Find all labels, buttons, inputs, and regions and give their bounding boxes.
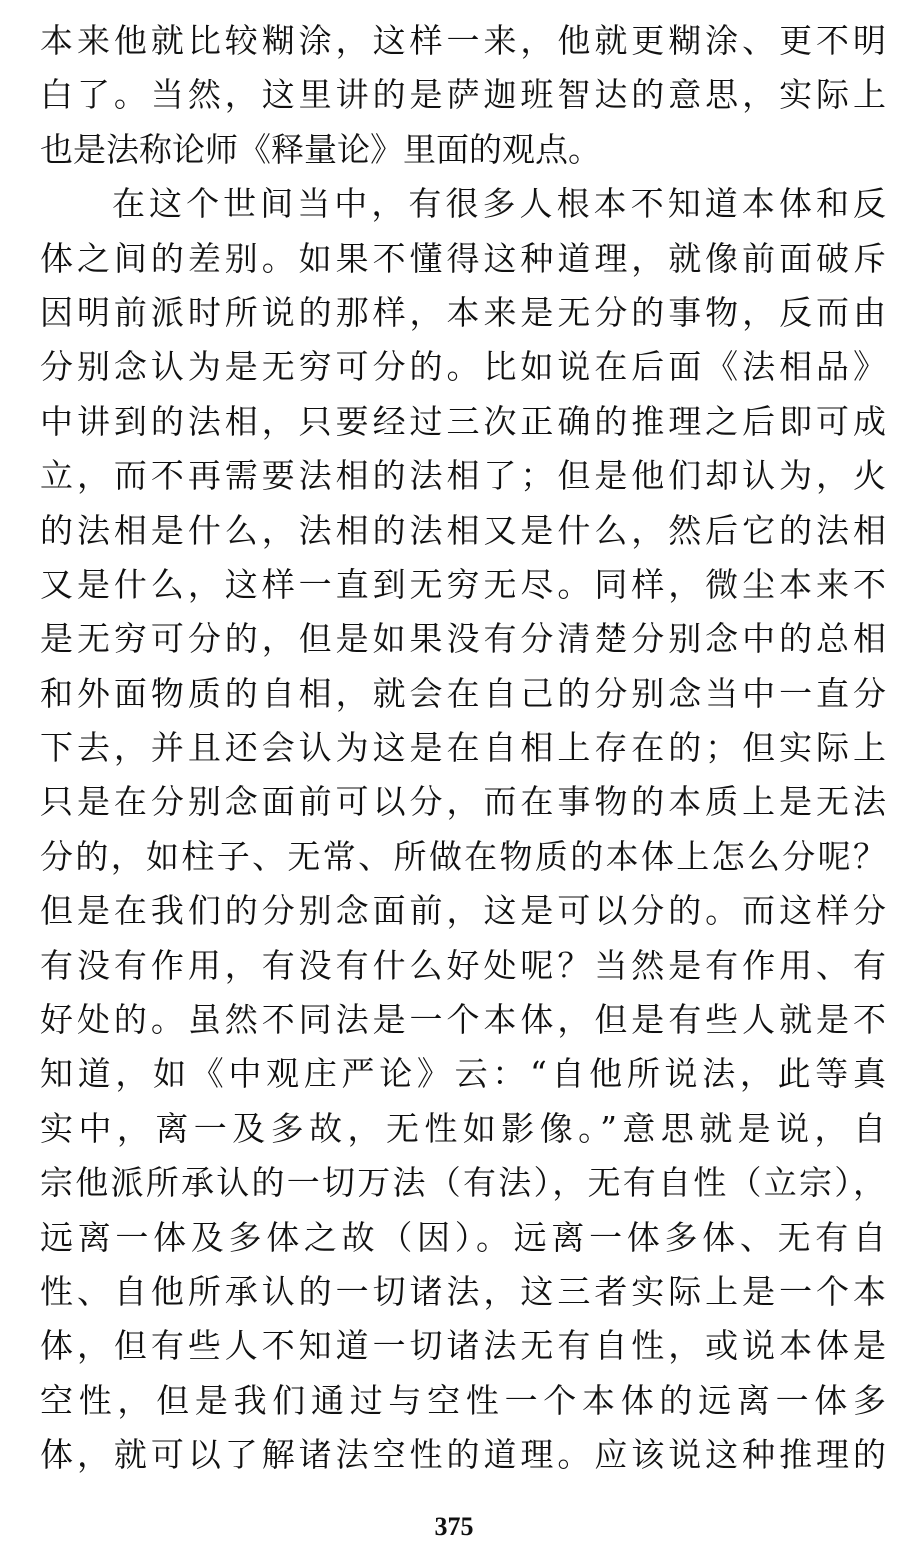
text-line: 好处的。虽然不同法是一个本体，但是有些人就是不: [40, 1000, 886, 1040]
text-line: 的法相是什么，法相的法相又是什么，然后它的法相: [40, 510, 886, 550]
paragraph-2: [40, 177, 886, 1482]
text-line: 远离一体及多体之故（因）。远离一体多体、无有自: [40, 1217, 886, 1257]
text-line: 分的，如柱子、无常、所做在物质的本体上怎么分呢？: [40, 836, 886, 876]
text-line: 只是在分别念面前可以分，而在事物的本质上是无法: [40, 782, 886, 822]
text-line: 因明前派时所说的那样，本来是无分的事物，反而由: [40, 292, 886, 332]
text-line: 体之间的差别。如果不懂得这种道理，就像前面破斥: [40, 238, 886, 278]
text-line: 分别念认为是无穷可分的。比如说在后面《法相品》: [40, 347, 886, 387]
text-line: 在这个世间当中，有很多人根本不知道本体和反: [112, 184, 886, 224]
text-line: 性、自他所承认的一切诸法，这三者实际上是一个本: [40, 1271, 886, 1311]
text-line: 下去，并且还会认为这是在自相上存在的；但实际上: [40, 728, 886, 768]
text-line: 白了。当然，这里讲的是萨迦班智达的意思，实际上: [40, 75, 886, 115]
text-line: 但是在我们的分别念面前，这是可以分的。而这样分: [40, 891, 886, 931]
page-number: 375: [434, 1512, 474, 1541]
text-line: 体，就可以了解诸法空性的道理。应该说这种推理的: [40, 1435, 886, 1475]
text-line: 本来他就比较糊涂，这样一来，他就更糊涂、更不明: [40, 21, 886, 60]
body-text: [40, 14, 886, 1483]
text-line: 实中，离一及多故，无性如影像。”意思就是说，自: [40, 1108, 886, 1148]
text-line: 宗他派所承认的一切万法（有法），无有自性（立宗），: [40, 1163, 886, 1203]
text-line: 立，而不再需要法相的法相了；但是他们却认为，火: [40, 456, 886, 496]
text-line: 又是什么，这样一直到无穷无尽。同样，微尘本来不: [40, 564, 886, 604]
text-line: 知道，如《中观庄严论》云：“自他所说法，此等真: [40, 1054, 886, 1094]
paragraph-1: [40, 14, 886, 177]
text-line: 也是法称论师《释量论》里面的观点。: [40, 129, 601, 169]
text-line: 是无穷可分的，但是如果没有分清楚分别念中的总相: [40, 619, 886, 659]
text-line: 中讲到的法相，只要经过三次正确的推理之后即可成: [40, 401, 886, 441]
text-line: 体，但有些人不知道一切诸法无有自性，或说本体是: [40, 1326, 886, 1366]
text-line: 和外面物质的自相，就会在自己的分别念当中一直分: [40, 673, 886, 713]
text-line: 空性，但是我们通过与空性一个本体的远离一体多: [40, 1380, 886, 1420]
text-line: 有没有作用，有没有什么好处呢？当然是有作用、有: [40, 945, 886, 985]
